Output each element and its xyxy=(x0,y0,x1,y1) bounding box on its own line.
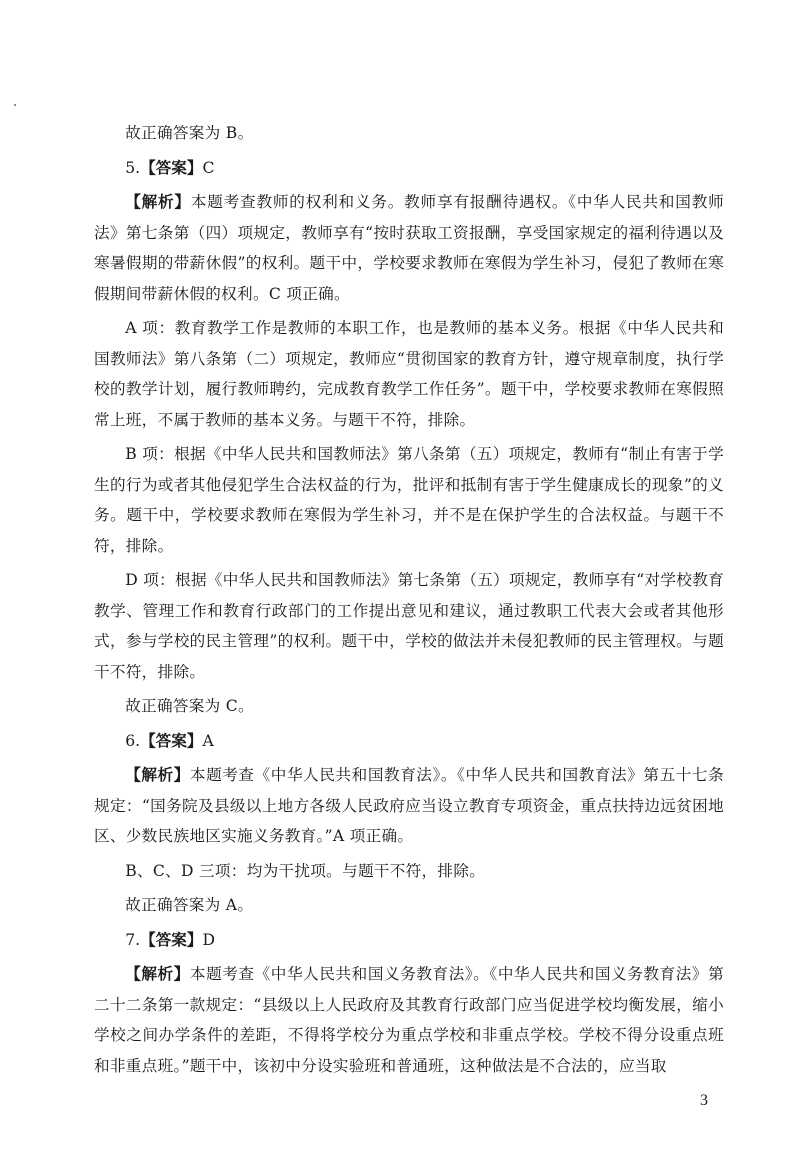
analysis-label: 【解析】 xyxy=(125,192,191,211)
paragraph: 故正确答案为 B。 xyxy=(125,124,254,142)
answer-label: 【答案】 xyxy=(140,730,203,750)
analysis-label: 【解析】 xyxy=(125,765,190,784)
answer-value: A xyxy=(202,731,214,750)
analysis-text: 本题考查《中华人民共和国义务教育法》。《中华人民共和国义务教育法》第二十二条第一款规定：“县级以上人民政府及其教育行政部门应当促进学校均衡发展，缩小学校之间办学条件的差距，不得将学校分为重点学校和非重点学校。学校不得分设重点班和非重点班。”题干中，该初中分设实验班和普通班，这种做法是不合法的，应当取 xyxy=(94,965,725,1075)
paragraph: D 项：根据《中华人民共和国教师法》第七条第（五）项规定，教师享有“对学校教育教学、管理工作和教育行政部门的工作提出意见和建议，通过教职工代表大会或者其他形式，参与学校的民主管理”的权利。题干中，学校的做法并未侵犯教师的民主管理权。与题干不符，排除。 xyxy=(94,571,724,681)
answer-value: D xyxy=(202,930,215,949)
page-number: 3 xyxy=(700,1092,708,1109)
answer-line-5 xyxy=(94,153,724,184)
page-content xyxy=(94,118,724,1085)
answer-number: 6. xyxy=(125,731,141,750)
analysis-text: 本题考查教师的权利和义务。教师享有报酬待遇权。《中华人民共和国教师法》第七条第（四）项规定，教师享有“按时获取工资报酬，享受国家规定的福利待遇以及寒暑假期的带薪休假”的权利。题干中，学校要求教师在寒假为学生补习，侵犯了教师在寒假期间带薪休假的权利。C 项正确。 xyxy=(94,193,724,303)
analysis-paragraph xyxy=(94,760,724,852)
answer-label: 【答案】 xyxy=(140,929,203,949)
scan-mark xyxy=(14,104,16,106)
paragraph: 故正确答案为 C。 xyxy=(125,697,254,715)
answer-number: 5. xyxy=(125,158,141,177)
answer-line-6 xyxy=(94,726,724,757)
answer-value: C xyxy=(202,158,215,177)
answer-number: 7. xyxy=(125,930,141,949)
paragraph: A 项：教育教学工作是教师的本职工作，也是教师的基本义务。根据《中华人民共和国教师法》第八条第（二）项规定，教师应“贯彻国家的教育方针，遵守规章制度，执行学校的教学计划，履行教师聘约，完成教育教学工作任务”。题干中，学校要求教师在寒假照常上班，不属于教师的基本义务。与题干不符，排除。 xyxy=(94,319,724,429)
analysis-paragraph xyxy=(94,187,724,309)
analysis-label: 【解析】 xyxy=(125,964,190,983)
answer-line-7 xyxy=(94,925,724,956)
answer-label: 【答案】 xyxy=(140,157,203,177)
paragraph: 故正确答案为 A。 xyxy=(125,896,254,914)
analysis-text: 本题考查《中华人民共和国教育法》。《中华人民共和国教育法》第五十七条规定：“国务院及县级以上地方各级人民政府应当设立教育专项资金，重点扶持边远贫困地区、少数民族地区实施义务教育。”A 项正确。 xyxy=(94,766,725,845)
analysis-paragraph xyxy=(94,959,724,1081)
paragraph: B、C、D 三项：均为干扰项。与题干不符，排除。 xyxy=(125,861,486,880)
paragraph: B 项：根据《中华人民共和国教师法》第八条第（五）项规定，教师有“制止有害于学生的行为或者其他侵犯学生合法权益的行为，批评和抵制有害于学生健康成长的现象”的义务。题干中，学校要求教师在寒假为学生补习，并不是在保护学生的合法权益。与题干不符，排除。 xyxy=(94,445,724,555)
